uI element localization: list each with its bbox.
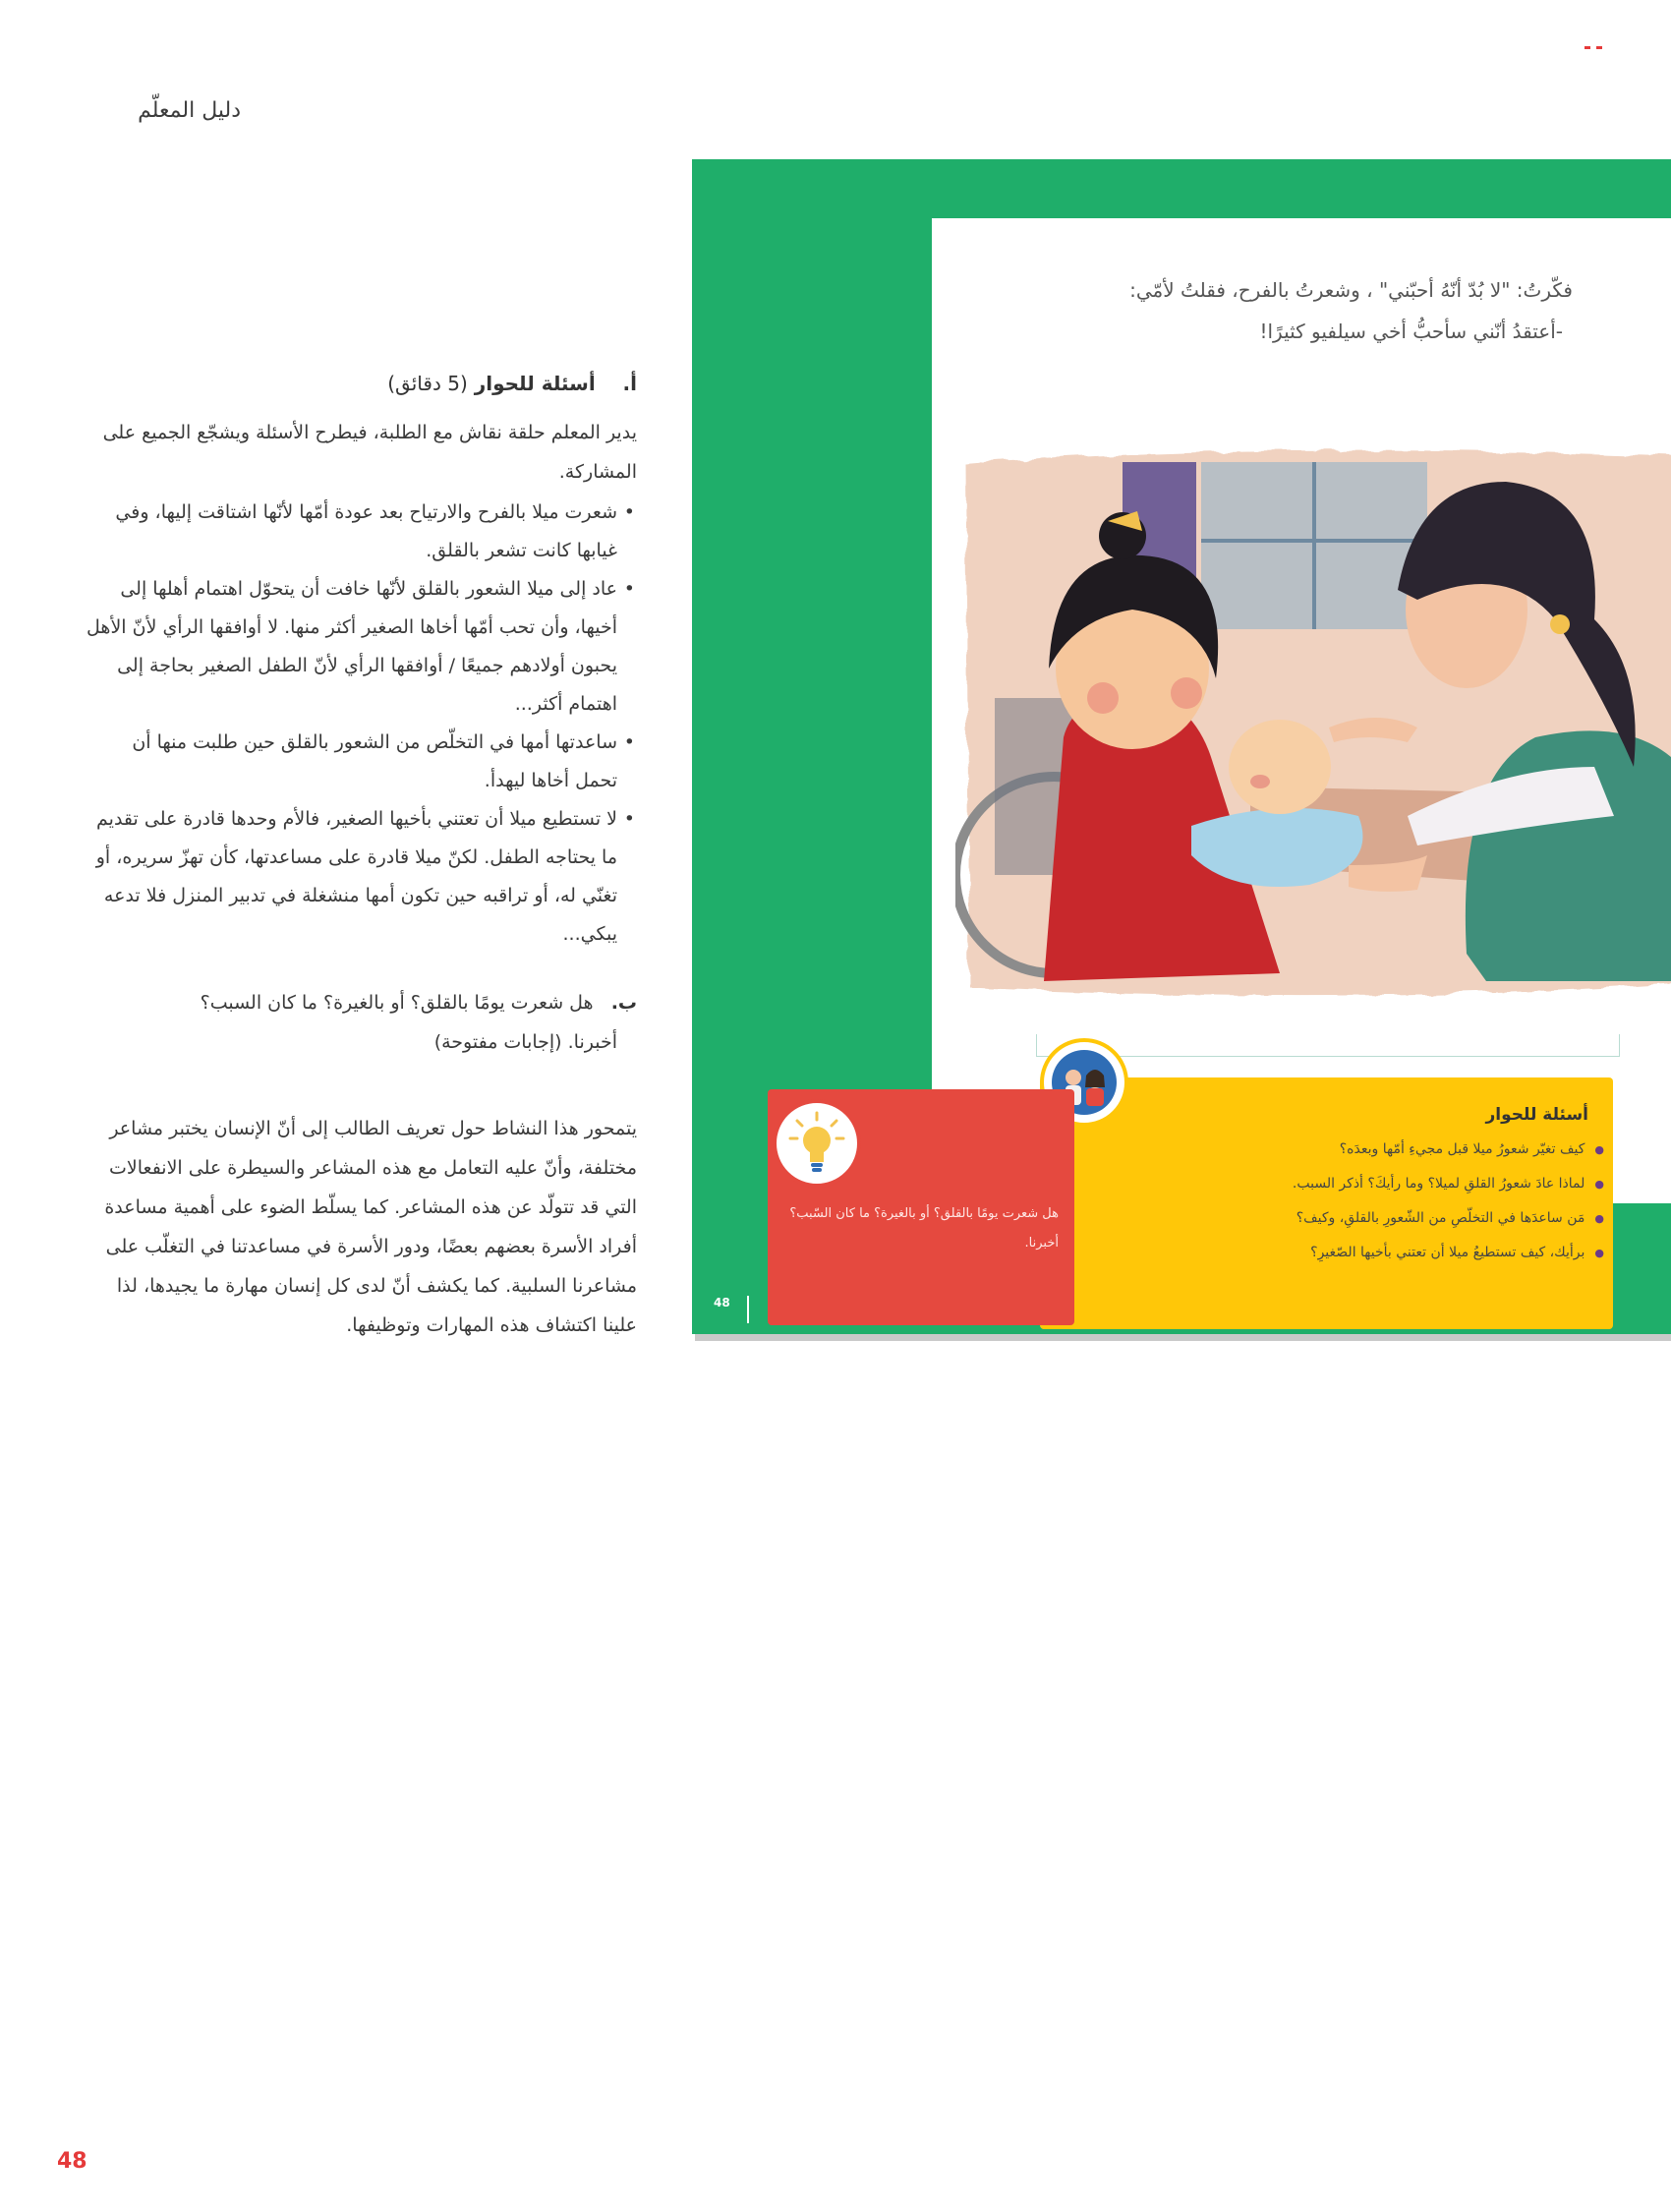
section-a-intro: يدير المعلم حلقة نقاش مع الطلبة، فيطرح الأسئلة ويشجّع الجميع على المشاركة. [102, 422, 637, 483]
section-b-tail: أخبرنا. (إجابات مفتوحة) [433, 1031, 617, 1053]
book-page-number: 48 [714, 1296, 730, 1310]
lightbulb-icon [773, 1099, 861, 1188]
section-a-heading [86, 372, 637, 395]
section-a-marker: أ. [622, 372, 637, 395]
list-item: • ساعدتها أمها في التخلّص من الشعور بالقلق حين طلبت منها أن تحمل أخاها ليهدأ. [86, 724, 617, 800]
story-line: فكّرتُ: "لا بُدّ أنّهُ أحبّني" ، وشعرتُ بالفرح، فقلتُ لأمّي: [1129, 278, 1573, 302]
list-item: • لا تستطيع ميلا أن تعتني بأخيها الصغير، فالأم وحدها قادرة على تقديم ما يحتاجه الطفل. لكنّ ميلا قادرة على مساعدتها، كأن تهزّ سريره، أو تغنّي له، أو تراقبه حين تكون أمها منشغلة في تدبير المنزل فلا تدعه يبكي... [86, 800, 617, 954]
list-item: • شعرت ميلا بالفرح والارتياح بعد عودة أمّها لأنّها اشتاقت إليها، وفي غيابها كانت تشعر بالقلق. [86, 494, 617, 570]
section-a-title: أسئلة للحوار [474, 372, 596, 395]
dialogue-questions-list [1142, 1133, 1604, 1270]
reflection-text: هل شعرت يومًا بالقلق؟ أو بالغيرة؟ ما كان السّبب؟ أخبرنا. [789, 1206, 1059, 1251]
section-b-marker: ب. [610, 992, 637, 1014]
page-divider [747, 1296, 749, 1323]
page-number: 48 [57, 2149, 87, 2174]
story-line: -أعتقدُ أنّني سأحبُّ أخي سيلفيو كثيرًا! [1259, 320, 1563, 343]
list-item: ● مَن ساعدَها في التخلّصِ من الشّعورِ بالقلقِ، وكيف؟ [1142, 1201, 1604, 1236]
story-text [1022, 269, 1573, 352]
section-a-duration: (5 دقائق) [387, 372, 468, 395]
list-item: ● لماذا عادَ شعورُ القلقِ لميلا؟ وما رأيكَ؟ أذكر السبب. [1142, 1167, 1604, 1201]
story-illustration [955, 442, 1671, 1003]
list-item: ● برأيك، كيف تستطيعُ ميلا أن تعتني بأخيها الصّغيرِ؟ [1142, 1236, 1604, 1270]
list-item: ● كيف تغيّر شعورُ ميلا قبل مجيءِ أمّها وبعدَه؟ [1142, 1133, 1604, 1167]
header-title: دليل المعلّم [138, 98, 241, 123]
section-b-question: هل شعرت يومًا بالقلق؟ أو بالغيرة؟ ما كان السبب؟ [200, 992, 594, 1014]
list-item: • عاد إلى ميلا الشعور بالقلق لأنّها خافت أن يتحوّل اهتمام أهلها إلى أخيها، وأن تحب أمّها أخاها الصغير أكثر منها. لا أوافقها الرأي لأنّ الأهل يحبون أولادهم جميعًا / أوافقها الرأي لأنّ الطفل الصغير بحاجة إلى اهتمام أكثر... [86, 570, 617, 724]
section-a-answers [86, 494, 637, 954]
dialogue-questions-title: أسئلة للحوار [1485, 1105, 1588, 1125]
activity-summary: يتمحور هذا النشاط حول تعريف الطالب إلى أنّ الإنسان يختبر مشاعر مختلفة، وأنّ عليه التعامل مع هذه المشاعر والسيطرة على الانفعالات التي قد تتولّد عن هذه المشاعر. كما يسلّط الضوء على أهمية مساعدة أفراد الأسرة بعضهم بعضًا، ودور الأسرة في مساعدتنا في التغلّب على مشاعرنا السلبية. كما يكشف أنّ لدى كل إنسان مهارة ما يجيدها، لذا علينا اكتشاف هذه المهارات وتوظيفها. [104, 1118, 637, 1336]
section-b [86, 983, 637, 1062]
corner-mark [1585, 35, 1606, 39]
